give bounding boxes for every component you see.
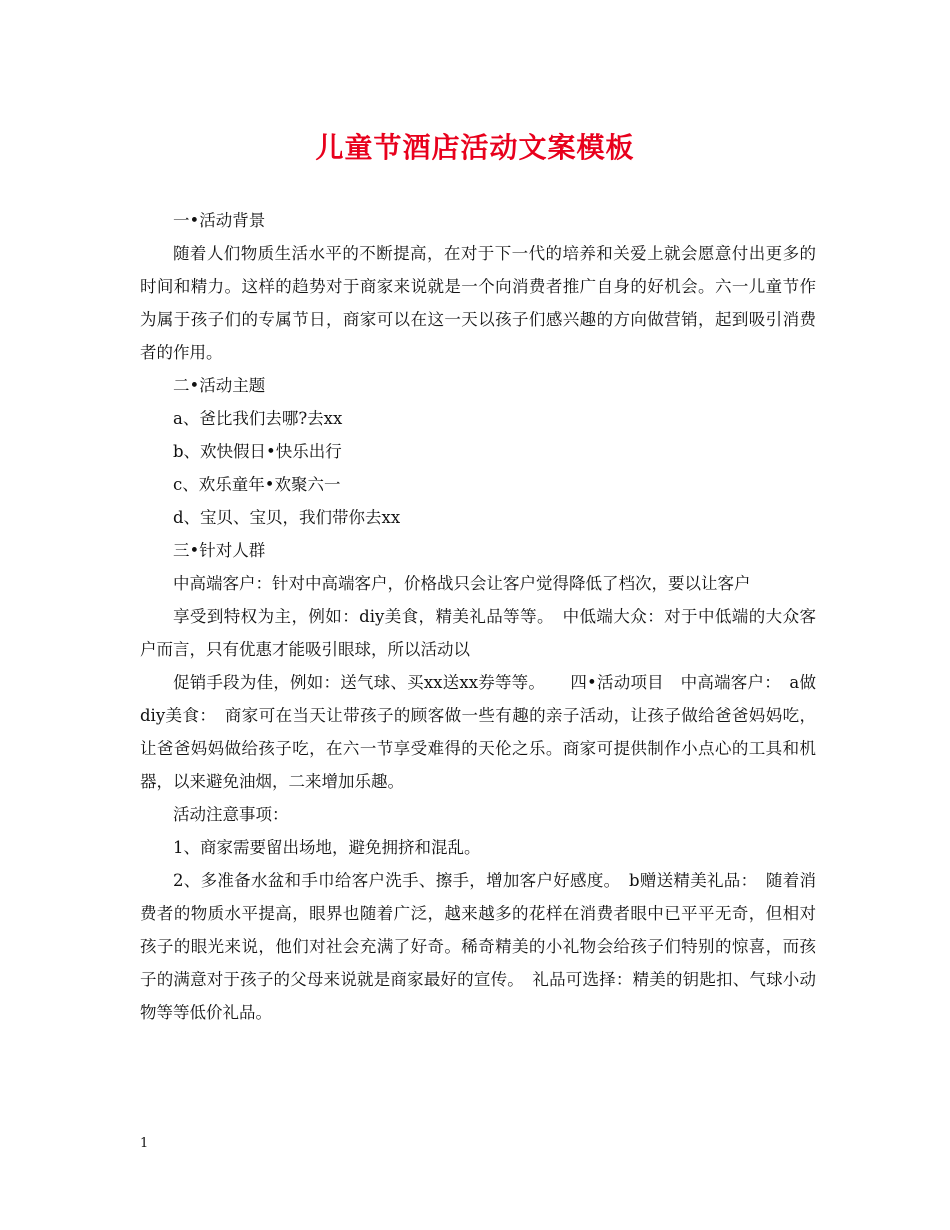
note-item-2: 2、多准备水盆和手巾给客户洗手、擦手，增加客户好感度。 b赠送精美礼品： 随着消费者的物质水平提高，眼界也随着广泛，越来越多的花样在消费者眼中已平平无奇，但相对孩子的眼光来说，他们对社会充满了好奇。稀奇精美的小礼物会给孩子们特别的惊喜，而孩子的满意对于孩子的父母来说就是商家最好的宣传。 礼品可选择：精美的钥匙扣、气球小动物等等低价礼品。 bbox=[140, 871, 816, 1022]
section-heading-background: 一•活动背景 bbox=[173, 211, 266, 230]
document-title: 儿童节酒店活动文案模板 bbox=[315, 131, 635, 164]
section-heading-audience: 三•针对人群 bbox=[173, 541, 266, 560]
theme-item-b: b、欢快假日•快乐出行 bbox=[173, 442, 342, 461]
paragraph-activity-projects: 促销手段为佳，例如：送气球、买xx送xx券等等。 四•活动项目 中高端客户： a做diy美食： 商家可在当天让带孩子的顾客做一些有趣的亲子活动，让孩子做给爸爸妈妈吃，让爸爸妈妈做给孩子吃，在六一节享受难得的天伦之乐。商家可提供制作小点心的工具和机器，以来避免油烟，二来增加乐趣。 bbox=[140, 673, 816, 791]
section-heading-theme: 二•活动主题 bbox=[173, 376, 266, 395]
paragraph-audience-low: 享受到特权为主，例如：diy美食，精美礼品等等。 中低端大众：对于中低端的大众客户而言，只有优惠才能吸引眼球，所以活动以 bbox=[140, 607, 816, 659]
paragraph-background: 随着人们物质生活水平的不断提高，在对于下一代的培养和关爱上就会愿意付出更多的时间和精力。这样的趋势对于商家来说就是一个向消费者推广自身的好机会。六一儿童节作为属于孩子们的专属节日，商家可以在这一天以孩子们感兴趣的方向做营销，起到吸引消费者的作用。 bbox=[140, 244, 816, 362]
theme-item-a: a、爸比我们去哪?去xx bbox=[173, 409, 343, 428]
theme-item-d: d、宝贝、宝贝，我们带你去xx bbox=[173, 508, 401, 527]
note-item-1: 1、商家需要留出场地，避免拥挤和混乱。 bbox=[173, 838, 481, 857]
page-number: 1 bbox=[140, 1136, 149, 1151]
theme-item-c: c、欢乐童年•欢聚六一 bbox=[173, 475, 341, 494]
notes-heading: 活动注意事项： bbox=[173, 805, 289, 824]
document-body bbox=[140, 204, 816, 1029]
paragraph-audience-high: 中高端客户：针对中高端客户，价格战只会让客户觉得降低了档次，要以让客户 bbox=[173, 574, 751, 593]
